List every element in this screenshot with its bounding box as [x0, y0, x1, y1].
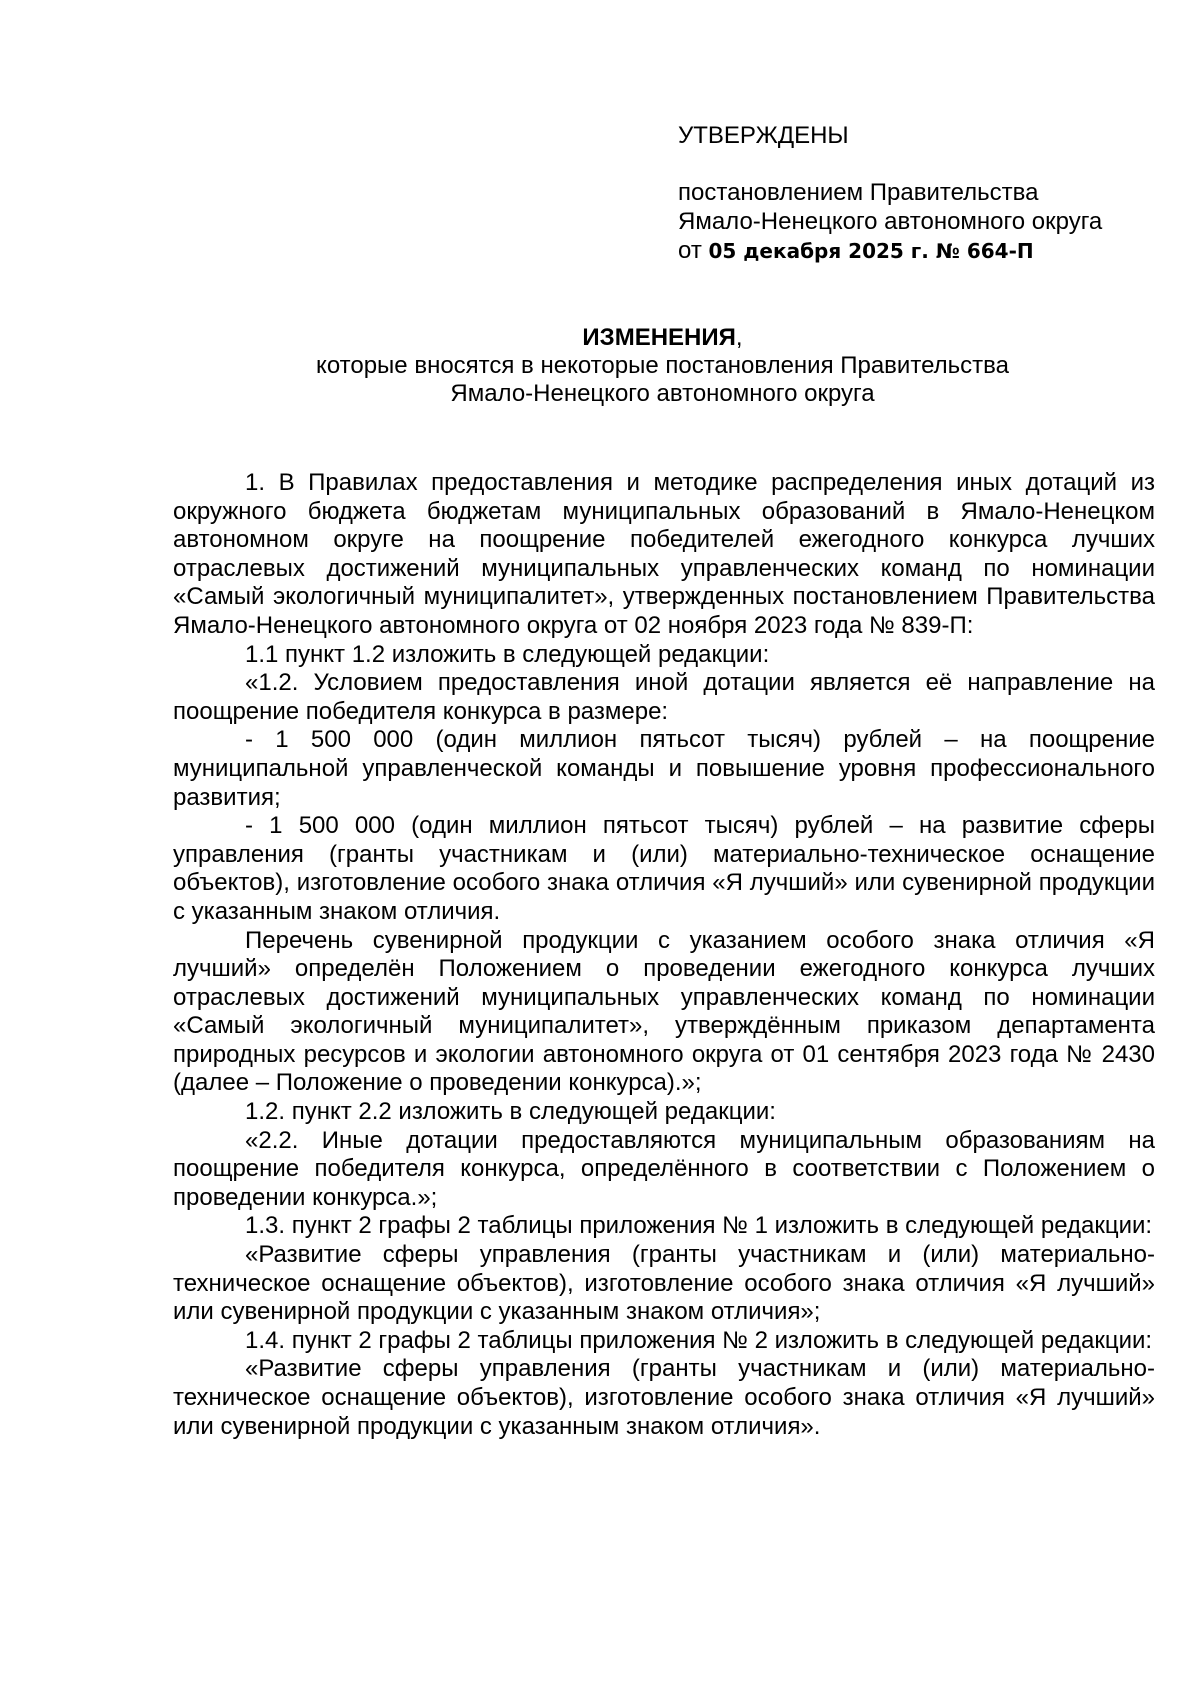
heading-title-suffix: , — [735, 324, 743, 351]
document-heading — [175, 324, 1150, 408]
heading-title-line — [582, 324, 742, 351]
paragraph-1-1: 1.1 пункт 1.2 изложить в следующей редакции: — [245, 640, 770, 668]
approval-line-2: Ямало-Ненецкого автономного округа — [678, 208, 1103, 235]
document-body — [173, 469, 1155, 1441]
paragraph-1-2-text: «2.2. Иные дотации предоставляются муниципальным образованиям на поощрение победителя конкурса, определённого в соответствии с Положением о проведении конкурса.»; — [173, 1126, 1155, 1211]
paragraph-souvenir-list: Перечень сувенирной продукции с указанием особого знака отличия «Я лучший» определён Положением о проведении ежегодного конкурса лучших отраслевых достижений муниципальных управленческих команд по номинации «Самый экологичный муниципалитет», утверждённым приказом департамента природных ресурсов и экологии автономного округа от 01 сентября 2023 года № 2430 (далее – Положение о проведении конкурса).»; — [173, 926, 1155, 1097]
paragraph-1-4: 1.4. пункт 2 графы 2 таблицы приложения № 2 изложить в следующей редакции: — [245, 1326, 1153, 1354]
approval-stamp-title: УТВЕРЖДЕНЫ — [678, 122, 849, 149]
paragraph-bullet-2: - 1 500 000 (один миллион пятьсот тысяч) рублей – на развитие сферы управления (гранты участникам и (или) материально-техническое оснащение объектов), изготовление особого знака отличия «Я лучший» или сувенирной продукции с указанным знаком отличия. — [173, 812, 1155, 925]
heading-title: ИЗМЕНЕНИЯ — [582, 324, 736, 351]
approval-date: 05 декабря 2025 г. № 664-П — [708, 239, 1034, 263]
paragraph-1-2: 1.2. пункт 2.2 изложить в следующей редакции: — [245, 1098, 776, 1126]
paragraph-1: 1. В Правилах предоставления и методике распределения иных дотаций из окружного бюджета бюджетам муниципальных образований в Ямало-Ненецком автономном округе на поощрение победителей ежегодного конкурса лучших отраслевых достижений муниципальных управленческих команд по номинации «Самый экологичный муниципалитет», утвержденных постановлением Правительства Ямало-Ненецкого автономного округа от 02 ноября 2023 года № 839-П: — [173, 469, 1155, 639]
approval-line-1: постановлением Правительства — [678, 179, 1039, 206]
paragraph-1-4-text: «Развитие сферы управления (гранты участникам и (или) материально-техническое оснащение объектов), изготовление особого знака отличия «Я лучший» или сувенирной продукции с указанным знаком отличия». — [173, 1355, 1155, 1440]
approval-from: от — [678, 237, 702, 264]
paragraph-1-3: 1.3. пункт 2 графы 2 таблицы приложения № 1 изложить в следующей редакции: — [245, 1212, 1153, 1240]
paragraph-1-1-text: «1.2. Условием предоставления иной дотации является её направление на поощрение победителя конкурса в размере: — [173, 669, 1155, 725]
approval-date-line — [678, 236, 1178, 266]
paragraph-bullet-1: - 1 500 000 (один миллион пятьсот тысяч) рублей – на поощрение муниципальной управленческой команды и повышение уровня профессионального развития; — [173, 726, 1155, 811]
heading-subtitle-1: которые вносятся в некоторые постановления Правительства — [316, 352, 1009, 379]
approval-block — [678, 121, 1178, 266]
heading-subtitle-2: Ямало-Ненецкого автономного округа — [450, 380, 875, 407]
paragraph-1-3-text: «Развитие сферы управления (гранты участникам и (или) материально-техническое оснащение объектов), изготовление особого знака отличия «Я лучший» или сувенирной продукции с указанным знаком отличия»; — [173, 1241, 1155, 1326]
